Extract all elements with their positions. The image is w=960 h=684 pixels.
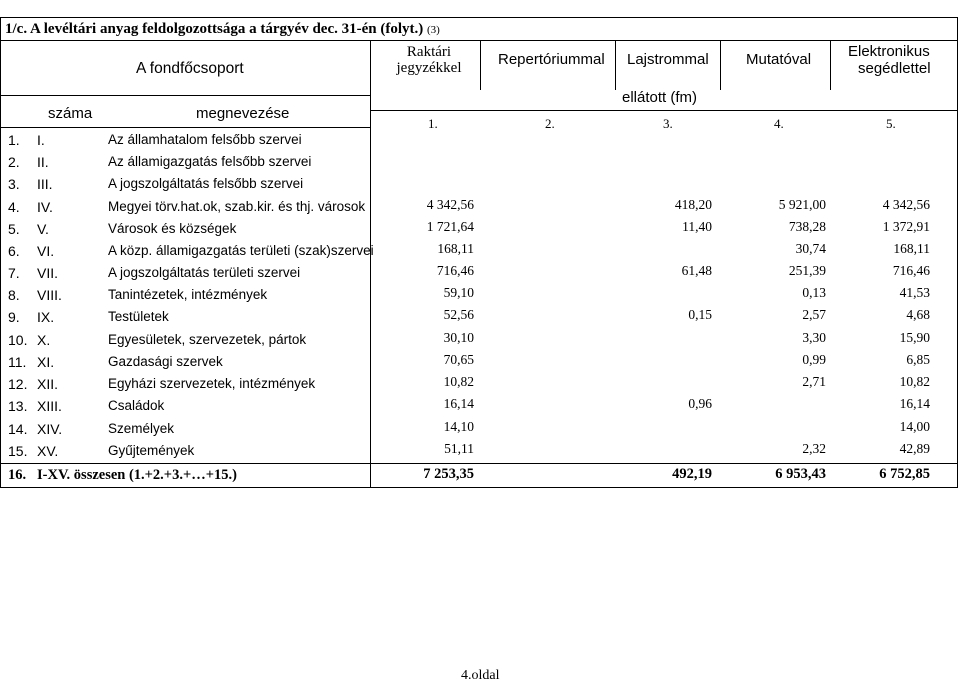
cell-col-4: 738,28 [788, 219, 826, 234]
row-name: Személyek [108, 421, 175, 436]
cell-col-3: 0,96 [688, 396, 712, 411]
row-name: Gazdasági szervek [108, 354, 223, 369]
total-col-5: 6 752,85 [879, 466, 930, 482]
cell-col-4: 0,13 [802, 285, 826, 300]
cell-col-5: 4,68 [906, 307, 930, 322]
header-elektronikus-2: segédlettel [858, 60, 931, 77]
row-index: 11. [8, 354, 27, 370]
cell-col-3: 0,15 [688, 307, 712, 322]
row-name: Egyesületek, szervezetek, pártok [108, 332, 307, 347]
row-name: A jogszolgáltatás területi szervei [108, 265, 301, 280]
grid-line [370, 110, 958, 111]
row-index: 10. [8, 332, 28, 348]
row-roman-number: V. [37, 221, 49, 237]
col-num-4: 4. [774, 116, 784, 131]
total-col-4: 6 953,43 [775, 466, 826, 482]
total-col-1: 7 253,35 [423, 466, 474, 482]
cell-col-4: 30,74 [795, 241, 826, 256]
row-roman-number: IV. [37, 199, 53, 215]
header-ellatott: ellátott (fm) [622, 89, 698, 106]
row-index: 13. [8, 398, 28, 414]
header-szama: száma [48, 105, 93, 122]
cell-col-5: 15,90 [899, 330, 930, 345]
row-index: 12. [8, 376, 28, 392]
col-num-2: 2. [545, 116, 555, 131]
cell-col-1: 70,65 [443, 352, 474, 367]
grid-line [370, 41, 371, 488]
row-index: 2. [8, 154, 20, 170]
grid-line [480, 41, 481, 90]
row-index: 7. [8, 265, 20, 281]
row-index: 5. [8, 221, 20, 237]
row-index: 3. [8, 176, 20, 192]
row-roman-number: XIV. [37, 421, 63, 437]
row-roman-number: VI. [37, 243, 55, 259]
row-roman-number: IX. [37, 309, 55, 325]
header-mutato: Mutatóval [746, 51, 812, 68]
cell-col-1: 14,10 [443, 419, 474, 434]
row-name: Gyűjtemények [108, 443, 195, 458]
row-name: Városok és községek [108, 221, 237, 236]
total-col-3: 492,19 [672, 466, 712, 482]
row-name: Megyei törv.hat.ok, szab.kir. és thj. városok [108, 199, 366, 214]
grid-line [720, 41, 721, 90]
total-index: 16. [8, 467, 27, 483]
page-footer: 4.oldal [461, 668, 500, 683]
row-roman-number: XII. [37, 376, 59, 392]
cell-col-1: 30,10 [443, 330, 474, 345]
row-index: 15. [8, 443, 28, 459]
row-index: 6. [8, 243, 20, 259]
cell-col-1: 1 721,64 [426, 219, 474, 234]
header-megnevezese: megnevezése [196, 105, 290, 122]
row-roman-number: XI. [37, 354, 55, 370]
grid-line [0, 127, 370, 128]
cell-col-4: 2,71 [802, 374, 826, 389]
cell-col-5: 16,14 [899, 396, 930, 411]
row-index: 1. [8, 132, 20, 148]
row-roman-number: XV. [37, 443, 59, 459]
cell-col-1: 51,11 [444, 441, 474, 456]
row-roman-number: I. [37, 132, 45, 148]
row-index: 14. [8, 421, 28, 437]
cell-col-1: 10,82 [443, 374, 474, 389]
header-elektronikus-1: Elektronikus [848, 43, 930, 60]
cell-col-1: 16,14 [443, 396, 474, 411]
cell-col-5: 1 372,91 [882, 219, 930, 234]
title-note: (3) [427, 24, 440, 36]
cell-col-4: 0,99 [802, 352, 826, 367]
col-num-3: 3. [663, 116, 673, 131]
grid-line [830, 41, 831, 90]
cell-col-4: 3,30 [802, 330, 826, 345]
row-name: A jogszolgáltatás felsőbb szervei [108, 176, 304, 191]
cell-col-3: 11,40 [682, 219, 712, 234]
cell-col-4: 251,39 [788, 263, 826, 278]
grid-line [0, 463, 958, 464]
grid-line [615, 41, 616, 90]
cell-col-5: 6,85 [906, 352, 930, 367]
cell-col-5: 42,89 [899, 441, 930, 456]
cell-col-3: 61,48 [681, 263, 712, 278]
row-name: Az államigazgatás felsőbb szervei [108, 154, 312, 169]
row-name: Családok [108, 398, 165, 413]
col-num-5: 5. [886, 116, 896, 131]
cell-col-4: 2,57 [802, 307, 826, 322]
header-repertorium: Repertóriummal [498, 51, 605, 68]
cell-col-5: 4 342,56 [882, 197, 930, 212]
col-num-1: 1. [428, 116, 438, 131]
cell-col-5: 41,53 [899, 285, 930, 300]
row-index: 4. [8, 199, 20, 215]
row-name: A közp. államigazgatás területi (szak)szervei [108, 243, 374, 258]
row-name: Az államhatalom felsőbb szervei [108, 132, 302, 147]
row-roman-number: X. [37, 332, 51, 348]
cell-col-1: 59,10 [443, 285, 474, 300]
header-raktari-1: Raktári [406, 44, 452, 60]
cell-col-5: 10,82 [899, 374, 930, 389]
row-name: Tanintézetek, intézmények [108, 287, 268, 302]
cell-col-3: 418,20 [674, 197, 712, 212]
row-index: 8. [8, 287, 20, 303]
header-lajstrom: Lajstrommal [627, 51, 709, 68]
cell-col-5: 716,46 [892, 263, 930, 278]
row-name: Testületek [108, 309, 169, 324]
row-roman-number: VII. [37, 265, 59, 281]
header-fondfocsoport: A fondfőcsoport [136, 60, 244, 77]
cell-col-1: 4 342,56 [426, 197, 474, 212]
cell-col-1: 52,56 [443, 307, 474, 322]
total-label: I-XV. összesen (1.+2.+3.+…+15.) [37, 467, 237, 483]
cell-col-1: 168,11 [437, 241, 474, 256]
row-roman-number: III. [37, 176, 53, 192]
row-roman-number: XIII. [37, 398, 62, 414]
row-roman-number: VIII. [37, 287, 62, 303]
cell-col-5: 168,11 [893, 241, 930, 256]
title-text: 1/c. A levéltári anyag feldolgozottsága a tárgyév dec. 31-én (folyt.) [5, 21, 424, 37]
header-raktari-2: jegyzékkel [396, 60, 462, 76]
cell-col-4: 5 921,00 [778, 197, 826, 212]
grid-line [0, 95, 370, 96]
row-name: Egyházi szervezetek, intézmények [108, 376, 316, 391]
cell-col-4: 2,32 [802, 441, 826, 456]
cell-col-1: 716,46 [436, 263, 474, 278]
row-index: 9. [8, 309, 20, 325]
cell-col-5: 14,00 [899, 419, 930, 434]
row-roman-number: II. [37, 154, 49, 170]
